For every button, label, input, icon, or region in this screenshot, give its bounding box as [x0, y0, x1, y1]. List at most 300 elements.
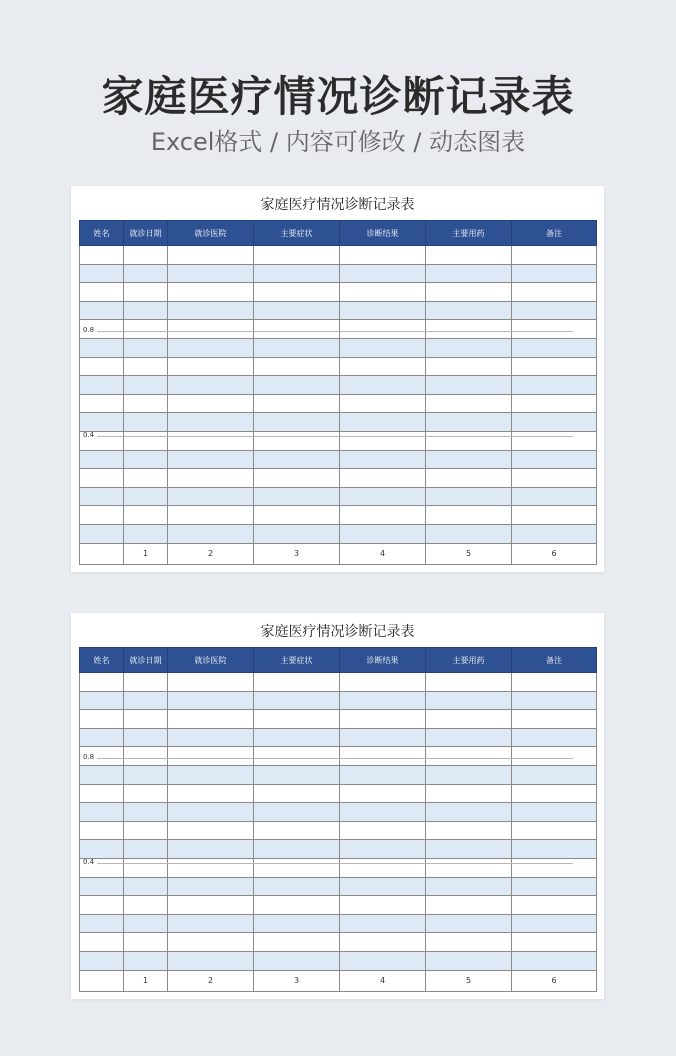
- sheet-card-2: [71, 613, 604, 999]
- table-row: [80, 765, 597, 784]
- table-cell[interactable]: [512, 264, 597, 283]
- table-cell[interactable]: [426, 338, 512, 357]
- table-cell[interactable]: [254, 431, 340, 450]
- table-row: [80, 506, 597, 525]
- table-row: [80, 487, 597, 506]
- table-cell[interactable]: [80, 821, 124, 840]
- table-cell[interactable]: [168, 877, 254, 896]
- table-cell[interactable]: [340, 840, 426, 859]
- chart-gridline: [97, 331, 573, 332]
- table-cell[interactable]: [168, 394, 254, 413]
- table-cell[interactable]: [426, 710, 512, 729]
- table-cell[interactable]: [80, 673, 124, 692]
- table-cell[interactable]: [512, 877, 597, 896]
- table-row: [80, 283, 597, 302]
- table-cell[interactable]: [512, 431, 597, 450]
- table-cell[interactable]: [512, 450, 597, 469]
- table-row: [80, 524, 597, 543]
- table-cell[interactable]: [340, 487, 426, 506]
- axis-label: 3: [254, 970, 340, 991]
- table-cell[interactable]: [254, 840, 340, 859]
- axis-label: 4: [340, 970, 426, 991]
- table-cell[interactable]: [426, 450, 512, 469]
- table-cell[interactable]: [512, 691, 597, 710]
- table-cell[interactable]: [426, 765, 512, 784]
- chart-tick-label: 0.4: [83, 858, 95, 866]
- table-cell[interactable]: [512, 394, 597, 413]
- table-row: [80, 413, 597, 432]
- chart-gridline: [97, 436, 573, 437]
- table-cell[interactable]: [80, 487, 124, 506]
- table-row: [80, 357, 597, 376]
- table-cell[interactable]: [512, 728, 597, 747]
- table-cell[interactable]: [124, 933, 168, 952]
- table-cell[interactable]: [426, 376, 512, 395]
- table-cell[interactable]: [124, 896, 168, 915]
- table-cell[interactable]: [340, 896, 426, 915]
- table-cell[interactable]: [426, 803, 512, 822]
- table-cell[interactable]: [80, 376, 124, 395]
- table-cell[interactable]: [340, 951, 426, 970]
- table-cell[interactable]: [512, 951, 597, 970]
- table-cell[interactable]: [340, 524, 426, 543]
- table-cell[interactable]: [340, 673, 426, 692]
- table-cell[interactable]: [340, 933, 426, 952]
- column-header-name[interactable]: 姓名: [80, 648, 124, 673]
- axis-cell-empty: [80, 543, 124, 564]
- table-cell[interactable]: [254, 357, 340, 376]
- table-cell[interactable]: [426, 506, 512, 525]
- column-header-date[interactable]: 就诊日期: [124, 648, 168, 673]
- table-cell[interactable]: [124, 413, 168, 432]
- table-cell[interactable]: [426, 691, 512, 710]
- column-header-date[interactable]: 就诊日期: [124, 221, 168, 246]
- table-cell[interactable]: [124, 710, 168, 729]
- table-cell[interactable]: [80, 896, 124, 915]
- table-cell[interactable]: [254, 784, 340, 803]
- table-cell[interactable]: [254, 710, 340, 729]
- table-cell[interactable]: [340, 394, 426, 413]
- table-row: [80, 933, 597, 952]
- table-cell[interactable]: [168, 487, 254, 506]
- table-cell[interactable]: [124, 283, 168, 302]
- column-header-diagnosis[interactable]: 诊断结果: [340, 221, 426, 246]
- table-cell[interactable]: [254, 320, 340, 339]
- table-cell[interactable]: [254, 858, 340, 877]
- table-row: [80, 858, 597, 877]
- table-cell[interactable]: [426, 951, 512, 970]
- table-cell[interactable]: [168, 821, 254, 840]
- table-cell[interactable]: [124, 246, 168, 265]
- table-cell[interactable]: [124, 469, 168, 488]
- table-cell[interactable]: [426, 728, 512, 747]
- table-cell[interactable]: [168, 896, 254, 915]
- table-cell[interactable]: [124, 673, 168, 692]
- table-cell[interactable]: [426, 469, 512, 488]
- table-cell[interactable]: [80, 710, 124, 729]
- table-cell[interactable]: [168, 338, 254, 357]
- table-cell[interactable]: [80, 357, 124, 376]
- table-cell[interactable]: [254, 914, 340, 933]
- table-cell[interactable]: [254, 524, 340, 543]
- table-cell[interactable]: [426, 524, 512, 543]
- table-row: [80, 246, 597, 265]
- table-cell[interactable]: [124, 728, 168, 747]
- chart-x-axis-row: [80, 970, 597, 991]
- table-cell[interactable]: [512, 376, 597, 395]
- axis-label: 6: [512, 970, 597, 991]
- table-row: [80, 896, 597, 915]
- table-cell[interactable]: [426, 431, 512, 450]
- axis-label: 1: [124, 970, 168, 991]
- table-cell[interactable]: [124, 914, 168, 933]
- table-cell[interactable]: [80, 413, 124, 432]
- table-cell[interactable]: [340, 264, 426, 283]
- table-cell[interactable]: [512, 487, 597, 506]
- table-cell[interactable]: [168, 246, 254, 265]
- table-cell[interactable]: [254, 264, 340, 283]
- table-cell[interactable]: [168, 506, 254, 525]
- axis-label: 2: [168, 970, 254, 991]
- table-cell[interactable]: [124, 376, 168, 395]
- chart-gridline: [97, 758, 573, 759]
- table-cell[interactable]: [124, 487, 168, 506]
- table-cell[interactable]: [340, 784, 426, 803]
- table-cell[interactable]: [340, 914, 426, 933]
- chart-tick-label: 0.4: [83, 431, 95, 439]
- table-cell[interactable]: [340, 376, 426, 395]
- table-cell[interactable]: [168, 803, 254, 822]
- table-cell[interactable]: [80, 765, 124, 784]
- table-cell[interactable]: [426, 301, 512, 320]
- table-cell[interactable]: [340, 821, 426, 840]
- table-cell[interactable]: [124, 320, 168, 339]
- table-cell[interactable]: [168, 283, 254, 302]
- axis-label: 6: [512, 543, 597, 564]
- table-cell[interactable]: [124, 506, 168, 525]
- table-cell[interactable]: [426, 487, 512, 506]
- table-row: [80, 469, 597, 488]
- table-cell[interactable]: [80, 450, 124, 469]
- table-cell[interactable]: [254, 951, 340, 970]
- table-cell[interactable]: [512, 747, 597, 766]
- table-cell[interactable]: [254, 896, 340, 915]
- table-cell[interactable]: [254, 469, 340, 488]
- table-cell[interactable]: [512, 301, 597, 320]
- table-cell[interactable]: [124, 691, 168, 710]
- table-cell[interactable]: [340, 357, 426, 376]
- table-cell[interactable]: [168, 951, 254, 970]
- table-cell[interactable]: [254, 301, 340, 320]
- table-cell[interactable]: [512, 506, 597, 525]
- table-cell[interactable]: [340, 413, 426, 432]
- table-cell[interactable]: [124, 431, 168, 450]
- table-cell[interactable]: [340, 710, 426, 729]
- table-cell[interactable]: [426, 914, 512, 933]
- chart-x-axis-row: [80, 543, 597, 564]
- table-cell[interactable]: [124, 747, 168, 766]
- table-cell[interactable]: [80, 914, 124, 933]
- table-cell[interactable]: [168, 840, 254, 859]
- table-cell[interactable]: [426, 877, 512, 896]
- table-cell[interactable]: [340, 246, 426, 265]
- table-cell[interactable]: [426, 394, 512, 413]
- table-row: [80, 431, 597, 450]
- table-row: [80, 821, 597, 840]
- column-header-hospital[interactable]: 就诊医院: [168, 648, 254, 673]
- table-cell[interactable]: [254, 673, 340, 692]
- table-cell[interactable]: [80, 840, 124, 859]
- table-cell[interactable]: [124, 338, 168, 357]
- table-row: [80, 710, 597, 729]
- table-cell[interactable]: [512, 914, 597, 933]
- table-cell[interactable]: [340, 728, 426, 747]
- table-cell[interactable]: [340, 469, 426, 488]
- table-cell[interactable]: [254, 933, 340, 952]
- table-cell[interactable]: [512, 283, 597, 302]
- table-cell[interactable]: [168, 469, 254, 488]
- table-cell[interactable]: [426, 283, 512, 302]
- table-cell[interactable]: [80, 338, 124, 357]
- table-cell[interactable]: [426, 896, 512, 915]
- table-cell[interactable]: [80, 951, 124, 970]
- table-cell[interactable]: [80, 524, 124, 543]
- table-cell[interactable]: [80, 803, 124, 822]
- table-cell[interactable]: [168, 673, 254, 692]
- table-cell[interactable]: [168, 413, 254, 432]
- table-cell[interactable]: [254, 691, 340, 710]
- chart-gridline: [97, 863, 573, 864]
- table-cell[interactable]: [168, 728, 254, 747]
- table-cell[interactable]: [254, 246, 340, 265]
- table-cell[interactable]: [254, 450, 340, 469]
- table-cell[interactable]: [254, 283, 340, 302]
- table-cell[interactable]: [426, 264, 512, 283]
- table-cell[interactable]: [512, 357, 597, 376]
- table-cell[interactable]: [512, 469, 597, 488]
- table-cell[interactable]: [340, 858, 426, 877]
- table-row: [80, 951, 597, 970]
- table-cell[interactable]: [254, 821, 340, 840]
- table-cell[interactable]: [426, 747, 512, 766]
- table-cell[interactable]: [512, 821, 597, 840]
- record-table: [79, 220, 597, 565]
- axis-label: 3: [254, 543, 340, 564]
- table-row: [80, 264, 597, 283]
- table-cell[interactable]: [512, 320, 597, 339]
- table-cell[interactable]: [168, 450, 254, 469]
- table-cell[interactable]: [426, 821, 512, 840]
- column-header-symptoms[interactable]: 主要症状: [254, 221, 340, 246]
- table-cell[interactable]: [168, 933, 254, 952]
- table-cell[interactable]: [168, 357, 254, 376]
- table-header-row: [80, 221, 597, 246]
- table-row: [80, 301, 597, 320]
- table-cell[interactable]: [124, 450, 168, 469]
- sheet-title: 家庭医疗情况诊断记录表: [260, 624, 415, 640]
- table-cell[interactable]: [340, 283, 426, 302]
- column-header-medication[interactable]: 主要用药: [426, 648, 512, 673]
- table-cell[interactable]: [512, 246, 597, 265]
- table-cell[interactable]: [168, 747, 254, 766]
- table-cell[interactable]: [124, 264, 168, 283]
- table-cell[interactable]: [124, 524, 168, 543]
- table-cell[interactable]: [512, 413, 597, 432]
- table-cell[interactable]: [426, 673, 512, 692]
- sheet-table-wrap: [79, 220, 596, 565]
- table-row: [80, 376, 597, 395]
- table-cell[interactable]: [340, 691, 426, 710]
- table-cell[interactable]: [168, 784, 254, 803]
- table-cell[interactable]: [426, 784, 512, 803]
- table-cell[interactable]: [168, 264, 254, 283]
- table-cell[interactable]: [80, 784, 124, 803]
- table-cell[interactable]: [80, 728, 124, 747]
- table-cell[interactable]: [168, 710, 254, 729]
- table-cell[interactable]: [512, 896, 597, 915]
- table-cell[interactable]: [340, 877, 426, 896]
- table-cell[interactable]: [340, 765, 426, 784]
- table-cell[interactable]: [426, 840, 512, 859]
- column-header-name[interactable]: 姓名: [80, 221, 124, 246]
- table-cell[interactable]: [80, 246, 124, 265]
- table-cell[interactable]: [168, 765, 254, 784]
- table-cell[interactable]: [426, 320, 512, 339]
- table-cell[interactable]: [426, 413, 512, 432]
- table-cell[interactable]: [512, 840, 597, 859]
- table-cell[interactable]: [124, 858, 168, 877]
- chart-tick-label: 0.8: [83, 753, 95, 761]
- table-cell[interactable]: [426, 357, 512, 376]
- table-cell[interactable]: [512, 765, 597, 784]
- table-cell[interactable]: [124, 877, 168, 896]
- table-cell[interactable]: [124, 784, 168, 803]
- table-cell[interactable]: [426, 933, 512, 952]
- table-cell[interactable]: [168, 524, 254, 543]
- axis-label: 2: [168, 543, 254, 564]
- table-cell[interactable]: [124, 821, 168, 840]
- table-cell[interactable]: [80, 301, 124, 320]
- table-cell[interactable]: [80, 283, 124, 302]
- table-row: [80, 784, 597, 803]
- table-row: [80, 394, 597, 413]
- table-cell[interactable]: [340, 747, 426, 766]
- page-subtitle: Excel格式 / 内容可修改 / 动态图表: [150, 128, 526, 156]
- table-cell[interactable]: [254, 877, 340, 896]
- table-header-row: [80, 648, 597, 673]
- table-cell[interactable]: [512, 710, 597, 729]
- table-cell[interactable]: [340, 338, 426, 357]
- table-cell[interactable]: [426, 246, 512, 265]
- table-cell[interactable]: [512, 673, 597, 692]
- table-cell[interactable]: [80, 394, 124, 413]
- table-cell[interactable]: [254, 728, 340, 747]
- table-cell[interactable]: [80, 469, 124, 488]
- axis-label: 4: [340, 543, 426, 564]
- table-cell[interactable]: [512, 524, 597, 543]
- sheet-card-1: [71, 186, 604, 572]
- column-header-medication[interactable]: 主要用药: [426, 221, 512, 246]
- table-cell[interactable]: [254, 506, 340, 525]
- table-body: [80, 673, 597, 971]
- table-cell[interactable]: [254, 487, 340, 506]
- table-cell[interactable]: [80, 877, 124, 896]
- table-cell[interactable]: [168, 691, 254, 710]
- chart-tick-label: 0.8: [83, 326, 95, 334]
- table-cell[interactable]: [124, 840, 168, 859]
- table-cell[interactable]: [254, 803, 340, 822]
- table-cell[interactable]: [124, 951, 168, 970]
- page-title: 家庭医疗情况诊断记录表: [101, 72, 575, 121]
- table-cell[interactable]: [124, 301, 168, 320]
- table-body: [80, 246, 597, 544]
- table-cell[interactable]: [340, 506, 426, 525]
- table-cell[interactable]: [80, 691, 124, 710]
- column-header-notes[interactable]: 备注: [512, 221, 597, 246]
- table-cell[interactable]: [512, 338, 597, 357]
- table-cell[interactable]: [340, 431, 426, 450]
- table-cell[interactable]: [254, 376, 340, 395]
- table-cell[interactable]: [254, 747, 340, 766]
- table-row: [80, 914, 597, 933]
- table-cell[interactable]: [168, 320, 254, 339]
- table-cell[interactable]: [340, 301, 426, 320]
- table-row: [80, 840, 597, 859]
- table-cell[interactable]: [124, 803, 168, 822]
- table-row: [80, 691, 597, 710]
- column-header-notes[interactable]: 备注: [512, 648, 597, 673]
- table-cell[interactable]: [254, 394, 340, 413]
- axis-label: 1: [124, 543, 168, 564]
- table-cell[interactable]: [168, 858, 254, 877]
- column-header-hospital[interactable]: 就诊医院: [168, 221, 254, 246]
- axis-cell-empty: [80, 970, 124, 991]
- table-cell[interactable]: [124, 394, 168, 413]
- sheet-table-wrap: [79, 647, 596, 992]
- table-row: [80, 673, 597, 692]
- table-cell[interactable]: [426, 858, 512, 877]
- table-cell[interactable]: [254, 765, 340, 784]
- table-row: [80, 450, 597, 469]
- table-row: [80, 338, 597, 357]
- table-row: [80, 803, 597, 822]
- table-cell[interactable]: [80, 933, 124, 952]
- record-table: [79, 647, 597, 992]
- table-cell[interactable]: [254, 413, 340, 432]
- table-cell[interactable]: [512, 858, 597, 877]
- table-cell[interactable]: [124, 357, 168, 376]
- column-header-symptoms[interactable]: 主要症状: [254, 648, 340, 673]
- table-cell[interactable]: [512, 803, 597, 822]
- table-cell[interactable]: [168, 376, 254, 395]
- column-header-diagnosis[interactable]: 诊断结果: [340, 648, 426, 673]
- table-cell[interactable]: [168, 914, 254, 933]
- table-cell[interactable]: [80, 264, 124, 283]
- table-cell[interactable]: [168, 431, 254, 450]
- axis-label: 5: [426, 970, 512, 991]
- table-row: [80, 320, 597, 339]
- table-cell[interactable]: [124, 765, 168, 784]
- table-cell[interactable]: [512, 784, 597, 803]
- table-cell[interactable]: [512, 933, 597, 952]
- table-row: [80, 747, 597, 766]
- table-cell[interactable]: [168, 301, 254, 320]
- table-cell[interactable]: [340, 450, 426, 469]
- table-cell[interactable]: [340, 803, 426, 822]
- table-cell[interactable]: [340, 320, 426, 339]
- table-cell[interactable]: [254, 338, 340, 357]
- table-cell[interactable]: [80, 506, 124, 525]
